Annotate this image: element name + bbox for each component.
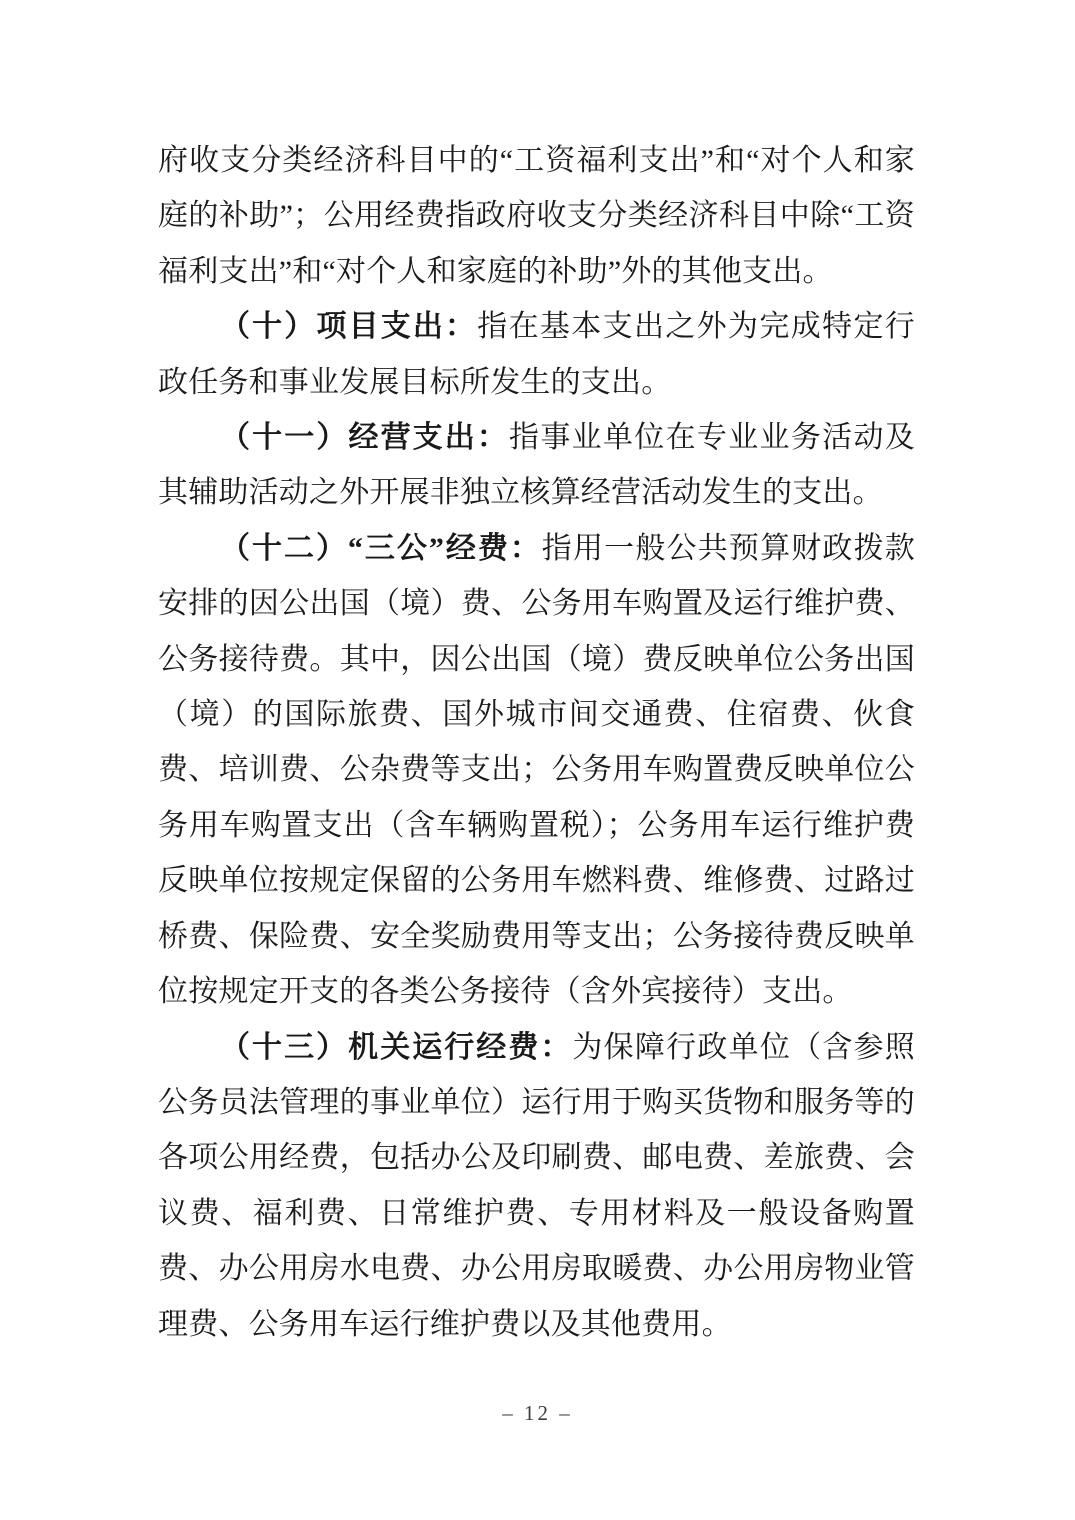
paragraph-text: 为保障行政单位（含参照公务员法管理的事业单位）运行用于购买货物和服务等的各项公用经费，包括办公及印刷费、邮电费、差旅费、会议费、福利费、日常维护费、专用材料及一般设备购置费、办公用房水电费、办公用房取暖费、办公用房物业管理费、公务用车运行维护费以及其他费用。: [158, 1030, 916, 1341]
paragraph-item-12: [158, 521, 915, 1020]
document-body: [158, 133, 915, 1352]
paragraph-continuation: [158, 133, 915, 299]
page-number: – 12 –: [502, 1401, 573, 1425]
paragraph-text: 指事业单位在专业业务活动及其辅助活动之外开展非独立核算经营活动发生的支出。: [158, 421, 915, 510]
paragraph-lead: （十一）经营支出：: [220, 421, 510, 455]
paragraph-lead: （十三）机关运行经费：: [220, 1030, 573, 1064]
paragraph-lead: （十二）“三公”经费：: [220, 531, 542, 565]
paragraph-item-11: [158, 410, 915, 521]
paragraph-text: 府收支分类经济科目中的“工资福利支出”和“对个人和家庭的补助”；公用经费指政府收支分类经济科目中除“工资福利支出”和“对个人和家庭的补助”外的其他支出。: [158, 144, 915, 288]
paragraph-lead: （十）项目支出：: [220, 310, 478, 344]
paragraph-text: 指在基本支出之外为完成特定行政任务和事业发展目标所发生的支出。: [158, 310, 915, 399]
paragraph-item-10: [158, 299, 915, 410]
paragraph-text: 指用一般公共预算财政拨款安排的因公出国（境）费、公务用车购置及运行维护费、公务接待费。其中，因公出国（境）费反映单位公务出国（境）的国际旅费、国外城市间交通费、住宿费、伙食费、培训费、公杂费等支出；公务用车购置费反映单位公务用车购置支出（含车辆购置税）；公务用车运行维护费反映单位按规定保留的公务用车燃料费、维修费、过路过桥费、保险费、安全奖励费用等支出；公务接待费反映单位按规定开支的各类公务接待（含外宾接待）支出。: [158, 531, 915, 1009]
paragraph-item-13: [158, 1020, 915, 1352]
